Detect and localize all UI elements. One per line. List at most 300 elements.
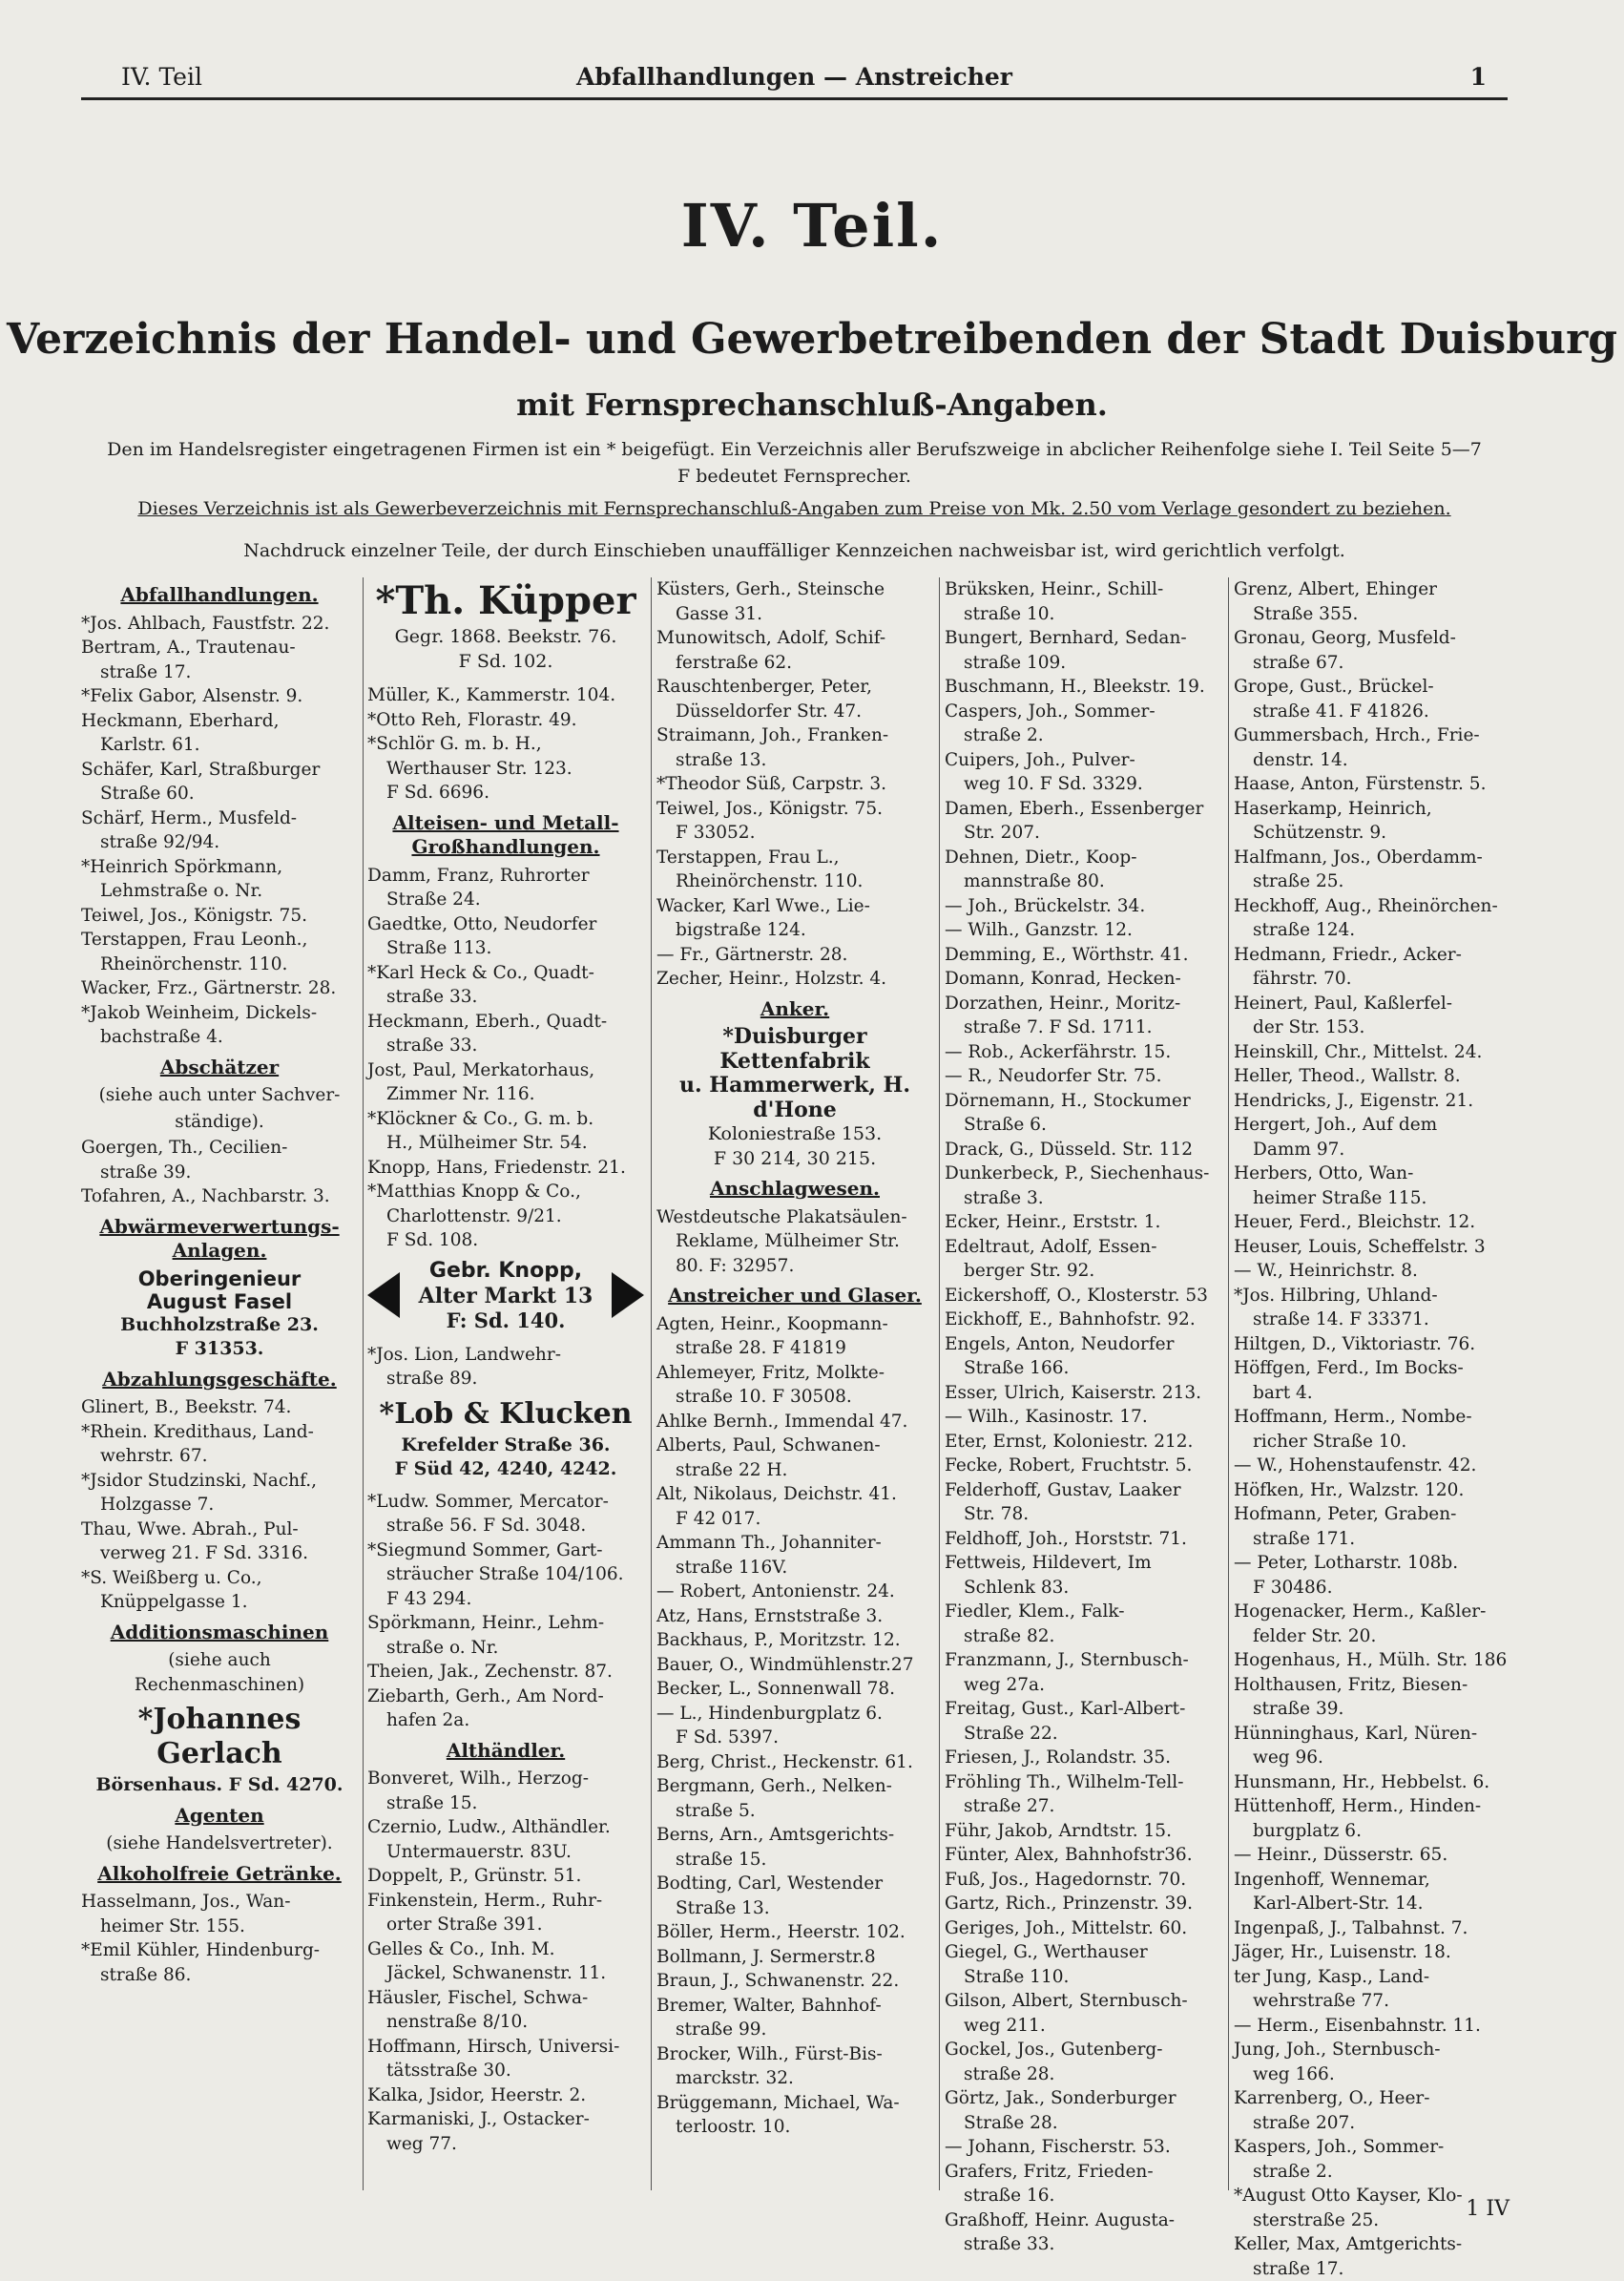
entry-line: weg 10. F Sd. 3329. [945, 772, 1221, 797]
entry-line: Theien, Jak., Zechenstr. 87. [367, 1660, 644, 1685]
directory-entry [945, 894, 1221, 919]
entry-line: Haserkamp, Heinrich, [1234, 797, 1510, 822]
directory-entry [1234, 1064, 1510, 1089]
entry-line: Hergert, Joh., Auf dem [1234, 1113, 1510, 1138]
entry-line: Straße 24. [367, 888, 644, 912]
entry-line: *Rhein. Kredithaus, Land- [81, 1420, 358, 1445]
entry-line: Wacker, Frz., Gärtnerstr. 28. [81, 976, 358, 1001]
ad-line: Krefelder Straße 36. [367, 1433, 644, 1458]
entry-line: Damm, Franz, Ruhrorter [367, 864, 644, 889]
entry-list [367, 864, 644, 1253]
entry-line: Jost, Paul, Merkatorhaus, [367, 1058, 644, 1083]
directory-entry [656, 1702, 933, 1750]
entry-line: weg 96. [1234, 1746, 1510, 1770]
entry-line: *Klöckner & Co., G. m. b. [367, 1107, 644, 1132]
entry-line: weg 77. [367, 2132, 644, 2157]
directory-entry [1234, 1259, 1510, 1284]
directory-entry [945, 1746, 1221, 1770]
entry-line: — Wilh., Ganzstr. 12. [945, 918, 1221, 943]
entry-line: Gaedtke, Otto, Neudorfer [367, 912, 644, 937]
directory-entry [81, 1136, 358, 1184]
page-subtitle-2: mit Fernsprechanschluß-Angaben. [0, 387, 1624, 423]
entry-line: straße 2. [945, 723, 1221, 748]
column-divider [651, 577, 652, 2190]
entry-line: *Jakob Weinheim, Dickels- [81, 1001, 358, 1026]
entry-line: *Jsidor Studzinski, Nachf., [81, 1469, 358, 1494]
entry-line: Werthauser Str. 123. [367, 757, 644, 782]
directory-entry [81, 976, 358, 1001]
entry-line: Teiwel, Jos., Königstr. 75. [81, 904, 358, 929]
directory-entry [656, 1653, 933, 1678]
entry-line: Jung, Joh., Sternbusch- [1234, 2038, 1510, 2062]
directory-entry [1234, 1161, 1510, 1210]
ad-gerlach [81, 1703, 358, 1798]
directory-entry [945, 992, 1221, 1040]
entry-line: Doppelt, P., Grünstr. 51. [367, 1864, 644, 1889]
entry-line: Hünninghaus, Karl, Nüren- [1234, 1722, 1510, 1747]
entry-line: *Felix Gabor, Alsenstr. 9. [81, 684, 358, 709]
entry-line: Fuß, Jos., Hagedornstr. 70. [945, 1868, 1221, 1893]
directory-entry [945, 1138, 1221, 1162]
entry-line: Rheinörchenstr. 110. [81, 952, 358, 977]
entry-line: Hunsmann, Hr., Hebbelst. 6. [1234, 1770, 1510, 1795]
header-page-number: 1 [1470, 63, 1487, 91]
entry-line: F Sd. 6696. [367, 781, 644, 806]
entry-line: Ahlemeyer, Fritz, Molkte- [656, 1361, 933, 1386]
entry-line: Dehnen, Dietr., Koop- [945, 846, 1221, 870]
footer-signature: 1 IV [1466, 2197, 1509, 2221]
entry-line: Dörnemann, H., Stockumer [945, 1089, 1221, 1114]
entry-line: straße 67. [1234, 651, 1510, 676]
entry-line: Eter, Ernst, Koloniestr. 212. [945, 1430, 1221, 1454]
directory-entry [945, 943, 1221, 968]
entry-line: Braun, J., Schwanenstr. 22. [656, 1969, 933, 1994]
directory-entry [1234, 1210, 1510, 1235]
directory-entry [367, 1889, 644, 1937]
directory-entry [656, 772, 933, 797]
entry-line: Bergmann, Gerh., Nelken- [656, 1774, 933, 1799]
entry-line: *Ludw. Sommer, Mercator- [367, 1490, 644, 1515]
entry-list [367, 683, 644, 806]
directory-entry [656, 1482, 933, 1531]
entry-line: sterstraße 25. [1234, 2208, 1510, 2233]
entry-line: Geriges, Joh., Mittelstr. 60. [945, 1916, 1221, 1941]
ad-line: F 30 214, 30 215. [656, 1147, 933, 1172]
entry-line: straße 7. F Sd. 1711. [945, 1015, 1221, 1040]
ad-knopp [367, 1259, 644, 1337]
directory-entry [367, 1490, 644, 1538]
entry-line: Felderhoff, Gustav, Laaker [945, 1478, 1221, 1503]
directory-entry [1234, 1502, 1510, 1551]
section-heading: Alkoholfreie Getränke. [81, 1862, 358, 1887]
ad-fasel [81, 1267, 358, 1362]
entry-line: Ahlke Bernh., Immendal 47. [656, 1410, 933, 1434]
entry-line: Karlstr. 61. [81, 733, 358, 758]
entry-line: Ammann Th., Johanniter- [656, 1531, 933, 1556]
entry-line: Hoffmann, Herm., Nombe- [1234, 1405, 1510, 1430]
directory-entry [656, 1872, 933, 1920]
directory-entry [945, 1040, 1221, 1065]
directory-entry [81, 1395, 358, 1420]
section-heading: Abzahlungsgeschäfte. [81, 1368, 358, 1392]
ad-line: August Fasel [81, 1290, 358, 1313]
entry-line: Fecke, Robert, Fruchtstr. 5. [945, 1454, 1221, 1478]
directory-entry [367, 1107, 644, 1156]
entry-line: Teiwel, Jos., Königstr. 75. [656, 797, 933, 822]
directory-entry [656, 1945, 933, 1970]
entry-line: Heinert, Paul, Kaßlerfel- [1234, 992, 1510, 1016]
directory-entry [656, 1531, 933, 1580]
directory-entry [945, 2086, 1221, 2135]
directory-entry [945, 1527, 1221, 1552]
entry-line: Eickhoff, E., Bahnhofstr. 92. [945, 1308, 1221, 1332]
directory-entry [81, 636, 358, 684]
entry-line: Berns, Arn., Amtsgerichts- [656, 1823, 933, 1848]
entry-line: Zimmer Nr. 116. [367, 1082, 644, 1107]
entry-line: straße 39. [1234, 1697, 1510, 1722]
section-heading: Agenten [81, 1804, 358, 1829]
entry-line: Hofmann, Peter, Graben- [1234, 1502, 1510, 1527]
entry-line: Dorzathen, Heinr., Moritz- [945, 992, 1221, 1016]
directory-entry [1234, 1235, 1510, 1260]
directory-entry [81, 904, 358, 929]
directory-entry [1234, 943, 1510, 992]
entry-line: Gockel, Jos., Gutenberg- [945, 2038, 1221, 2062]
directory-entry [81, 1420, 358, 1469]
directory-entry [945, 1089, 1221, 1138]
entry-line: *Schlör G. m. b. H., [367, 732, 644, 757]
entry-line: Ingenpaß, J., Talbahnst. 7. [1234, 1916, 1510, 1941]
directory-entry [1234, 2232, 1510, 2281]
ad-line: F 31353. [81, 1337, 358, 1362]
entry-line: Fünter, Alex, Bahnhofstr36. [945, 1843, 1221, 1868]
directory-entry [1234, 1332, 1510, 1357]
note-price: Dieses Verzeichnis ist als Gewerbeverzeichnis mit Fernsprechanschluß-Angaben zum Preise von Mk. 2.50 vom Verlage gesondert zu beziehen. [81, 498, 1508, 519]
directory-entry [1234, 2086, 1510, 2135]
entry-line: Agten, Heinr., Koopmann- [656, 1312, 933, 1337]
entry-line: *S. Weißberg u. Co., [81, 1566, 358, 1591]
directory-entry [1234, 1356, 1510, 1405]
directory-entry [945, 1940, 1221, 1989]
entry-line: hafen 2a. [367, 1708, 644, 1733]
directory-entry [1234, 1794, 1510, 1843]
directory-entry [1234, 1600, 1510, 1648]
directory-entry [945, 967, 1221, 992]
ad-line: F: Sd. 140. [367, 1308, 644, 1333]
directory-entry [656, 943, 933, 968]
section-heading: Alteisen- und Metall-Großhandlungen. [367, 811, 644, 860]
entry-line: marckstr. 32. [656, 2066, 933, 2091]
directory-entry [945, 577, 1221, 626]
entry-line: heimer Str. 155. [81, 1915, 358, 1939]
entry-line: straße 33. [367, 1034, 644, 1058]
directory-entry [367, 1660, 644, 1685]
directory-entry [81, 1001, 358, 1050]
entry-line: straße 5. [656, 1799, 933, 1824]
entry-line: sträucher Straße 104/106. [367, 1562, 644, 1587]
section-note [81, 1648, 358, 1697]
entry-line: — Fr., Gärtnerstr. 28. [656, 943, 933, 968]
directory-entry [656, 723, 933, 772]
entry-line: 80. F: 32957. [656, 1254, 933, 1279]
entry-line: straße 15. [367, 1791, 644, 1816]
entry-line: bachstraße 4. [81, 1025, 358, 1050]
entry-line: straße 14. F 33371. [1234, 1308, 1510, 1332]
entry-line: Backhaus, P., Moritzstr. 12. [656, 1628, 933, 1653]
entry-line: Straße 110. [945, 1965, 1221, 1990]
entry-line: Finkenstein, Herm., Ruhr- [367, 1889, 644, 1914]
directory-entry [945, 2208, 1221, 2257]
entry-line: straße 171. [1234, 1527, 1510, 1552]
directory-entry [1234, 2038, 1510, 2086]
entry-line: Feldhoff, Joh., Horststr. 71. [945, 1527, 1221, 1552]
entry-list [367, 1767, 644, 2156]
note-line: (siehe Handelsvertreter). [81, 1831, 358, 1856]
column-divider [1228, 577, 1229, 2190]
ad-line: Buchholzstraße 23. [81, 1313, 358, 1338]
directory-entry [1234, 2135, 1510, 2184]
entry-line: Giegel, G., Werthauser [945, 1940, 1221, 1965]
directory-entry [367, 2083, 644, 2108]
section-heading: Additionsmaschinen [81, 1621, 358, 1645]
column-4 [945, 577, 1221, 2257]
entry-line: Hendricks, J., Eigenstr. 21. [1234, 1089, 1510, 1114]
arrow-right-icon [612, 1272, 644, 1318]
entry-line: straße 10. F 30508. [656, 1385, 933, 1410]
directory-entry [81, 684, 358, 709]
note-register: Den im Handelsregister eingetragenen Firmen ist ein * beigefügt. Ein Verzeichnis aller Berufszweige in abclicher Reihenfolge siehe I. Teil Seite 5—7 [81, 439, 1508, 460]
entry-line: Haase, Anton, Fürstenstr. 5. [1234, 772, 1510, 797]
directory-entry [656, 1750, 933, 1775]
section-note [81, 1831, 358, 1856]
directory-entry [1234, 1089, 1510, 1114]
directory-entry [945, 1308, 1221, 1332]
entry-line: terloostr. 10. [656, 2115, 933, 2140]
entry-line: Graßhoff, Heinr. Augusta- [945, 2208, 1221, 2233]
entry-line: Kaspers, Joh., Sommer- [1234, 2135, 1510, 2160]
entry-line: Bremer, Walter, Bahnhof- [656, 1994, 933, 2019]
entry-line: nenstraße 8/10. [367, 2010, 644, 2035]
entry-line: tätsstraße 30. [367, 2059, 644, 2083]
entry-line: straße 89. [367, 1367, 644, 1392]
entry-line: straße 86. [81, 1963, 358, 1988]
directory-entry [367, 1156, 644, 1181]
entry-line: *August Otto Kayser, Klo- [1234, 2184, 1510, 2208]
entry-line: Hogenacker, Herm., Kaßler- [1234, 1600, 1510, 1624]
directory-entry [1234, 577, 1510, 626]
directory-entry [367, 1611, 644, 1660]
entry-line: Terstappen, Frau Leonh., [81, 928, 358, 952]
entry-line: Becker, L., Sonnenwall 78. [656, 1677, 933, 1702]
directory-entry [656, 626, 933, 675]
entry-line: Str. 207. [945, 821, 1221, 846]
directory-entry [945, 1892, 1221, 1916]
directory-entry [656, 1580, 933, 1604]
entry-line: straße 39. [81, 1161, 358, 1185]
entry-line: straße 28. F 41819 [656, 1336, 933, 1361]
ad-line: Gebr. Knopp, [367, 1259, 644, 1284]
section-heading: Abschätzer [81, 1056, 358, 1080]
entry-line: — Robert, Antonienstr. 24. [656, 1580, 933, 1604]
ad-line: Oberingenieur [81, 1267, 358, 1290]
directory-entry [945, 797, 1221, 846]
entry-line: wehrstr. 67. [81, 1444, 358, 1469]
entry-line: weg 27a. [945, 1673, 1221, 1698]
entry-list [81, 612, 358, 1050]
directory-entry [656, 2091, 933, 2140]
entry-line: Straße 22. [945, 1722, 1221, 1747]
entry-line: — Heinr., Düsserstr. 65. [1234, 1843, 1510, 1868]
entry-line: Straße 355. [1234, 602, 1510, 627]
directory-entry [656, 846, 933, 894]
entry-line: Zecher, Heinr., Holzstr. 4. [656, 967, 933, 992]
ad-line: Alter Markt 13 [367, 1284, 644, 1308]
entry-line: Bollmann, J. Sermerstr.8 [656, 1945, 933, 1970]
directory-entry [656, 2042, 933, 2091]
directory-entry [367, 1058, 644, 1107]
directory-entry [1234, 894, 1510, 943]
entry-list [81, 1395, 358, 1615]
entry-line: Edeltraut, Adolf, Essen- [945, 1235, 1221, 1260]
column-1 [81, 577, 358, 1987]
entry-line: Ingenhoff, Wennemar, [1234, 1868, 1510, 1893]
directory-entry [81, 709, 358, 758]
entry-line: Glinert, B., Beekstr. 74. [81, 1395, 358, 1420]
directory-entry [367, 1986, 644, 2035]
entry-line: straße 124. [1234, 918, 1510, 943]
entry-line: Holthausen, Fritz, Biesen- [1234, 1673, 1510, 1698]
entry-line: straße 99. [656, 2018, 933, 2042]
entry-line: Friesen, J., Rolandstr. 35. [945, 1746, 1221, 1770]
entry-line: Rheinörchenstr. 110. [656, 869, 933, 894]
entry-line: Esser, Ulrich, Kaiserstr. 213. [945, 1381, 1221, 1406]
entry-list [1234, 577, 1510, 2281]
directory-entry [945, 1064, 1221, 1089]
entry-line: Gummersbach, Hrch., Frie- [1234, 723, 1510, 748]
entry-line: — Joh., Brückelstr. 34. [945, 894, 1221, 919]
entry-line: Grafers, Fritz, Frieden- [945, 2160, 1221, 2185]
entry-line: F 42 017. [656, 1507, 933, 1532]
entry-line: Terstappen, Frau L., [656, 846, 933, 870]
entry-line: *Heinrich Spörkmann, [81, 855, 358, 880]
directory-entry [367, 1685, 644, 1733]
page-subtitle: Verzeichnis der Handel- und Gewerbetreibenden der Stadt Duisburg [0, 315, 1624, 364]
directory-entry [367, 1767, 644, 1815]
entry-line: Damen, Eberh., Essenberger [945, 797, 1221, 822]
entry-line: Bungert, Bernhard, Sedan- [945, 626, 1221, 651]
entry-line: Straße 166. [945, 1356, 1221, 1381]
directory-entry [945, 1868, 1221, 1893]
entry-line: Grenz, Albert, Ehinger [1234, 577, 1510, 602]
entry-list [81, 1890, 358, 1987]
entry-line: Munowitsch, Adolf, Schif- [656, 626, 933, 651]
directory-entry [945, 1381, 1221, 1406]
entry-list [656, 577, 933, 992]
ad-line: *Th. Küpper [367, 579, 644, 623]
header-part: IV. Teil [121, 63, 202, 91]
entry-line: Brocker, Wilh., Fürst-Bis- [656, 2042, 933, 2067]
entry-line: Hoffmann, Hirsch, Universi- [367, 2035, 644, 2060]
entry-line: — R., Neudorfer Str. 75. [945, 1064, 1221, 1089]
entry-line: Schlenk 83. [945, 1576, 1221, 1601]
entry-line: straße 2. [1234, 2160, 1510, 2185]
entry-line: *Matthias Knopp & Co., [367, 1180, 644, 1204]
entry-line: — Wilh., Kasinostr. 17. [945, 1405, 1221, 1430]
entry-line: Höfken, Hr., Walzstr. 120. [1234, 1478, 1510, 1503]
entry-line: Heckhoff, Aug., Rheinörchen- [1234, 894, 1510, 919]
note-line: (siehe auch unter Sachver- [81, 1083, 358, 1108]
entry-line: Hüttenhoff, Herm., Hinden- [1234, 1794, 1510, 1819]
directory-entry [945, 1819, 1221, 1844]
directory-entry [945, 700, 1221, 748]
entry-line: Str. 78. [945, 1502, 1221, 1527]
arrow-left-icon [367, 1272, 400, 1318]
entry-line: Hogenhaus, H., Mülh. Str. 186 [1234, 1648, 1510, 1673]
directory-entry [656, 1410, 933, 1434]
directory-entry [945, 1770, 1221, 1819]
directory-entry [656, 1433, 933, 1482]
entry-line: Eickershoff, O., Klosterstr. 53 [945, 1284, 1221, 1308]
entry-line: F Sd. 108. [367, 1228, 644, 1253]
entry-line: Atz, Hans, Ernststraße 3. [656, 1604, 933, 1629]
directory-entry [945, 1551, 1221, 1600]
entry-list [81, 1136, 358, 1209]
ad-line: u. Hammerwerk, H. d'Hone [656, 1074, 933, 1122]
entry-line: straße 207. [1234, 2111, 1510, 2136]
entry-line: straße 25. [1234, 869, 1510, 894]
entry-line: bart 4. [1234, 1381, 1510, 1406]
directory-entry [656, 1628, 933, 1653]
entry-line: Keller, Max, Amtgerichts- [1234, 2232, 1510, 2257]
directory-entry [367, 864, 644, 912]
entry-line: Bonveret, Wilh., Herzog- [367, 1767, 644, 1791]
entry-line: Reklame, Mülheimer Str. [656, 1229, 933, 1254]
entry-line: straße 28. [945, 2062, 1221, 2087]
directory-entry [81, 1184, 358, 1209]
directory-entry [945, 675, 1221, 700]
note-line: ständige). [81, 1110, 358, 1135]
entry-line: Rauschtenberger, Peter, [656, 675, 933, 700]
entry-list [367, 1490, 644, 1733]
directory-entry [656, 797, 933, 846]
note-phone: F bedeutet Fernsprecher. [81, 466, 1508, 487]
directory-entry [945, 1405, 1221, 1430]
entry-line: Alberts, Paul, Schwanen- [656, 1433, 933, 1458]
directory-entry [81, 855, 358, 904]
entry-line: ferstraße 62. [656, 651, 933, 676]
section-heading: Anschlagwesen. [656, 1177, 933, 1202]
entry-line: straße 15. [656, 1848, 933, 1873]
directory-entry [81, 1938, 358, 1987]
directory-entry [81, 1469, 358, 1517]
entry-line: Buschmann, H., Bleekstr. 19. [945, 675, 1221, 700]
entry-line: wehrstraße 77. [1234, 1989, 1510, 2014]
directory-entry [656, 1774, 933, 1823]
directory-entry [367, 1180, 644, 1253]
directory-entry [656, 577, 933, 626]
entry-line: H., Mülheimer Str. 54. [367, 1131, 644, 1156]
directory-entry [656, 1312, 933, 1361]
directory-entry [1234, 1454, 1510, 1478]
directory-entry [367, 2107, 644, 2156]
entry-line: Engels, Anton, Neudorfer [945, 1332, 1221, 1357]
directory-entry [367, 1937, 644, 1986]
directory-entry [1234, 1405, 1510, 1454]
entry-line: straße o. Nr. [367, 1636, 644, 1661]
entry-line: richer Straße 10. [1234, 1430, 1510, 1454]
entry-line: Alt, Nikolaus, Deichstr. 41. [656, 1482, 933, 1507]
entry-line: orter Straße 391. [367, 1913, 644, 1937]
